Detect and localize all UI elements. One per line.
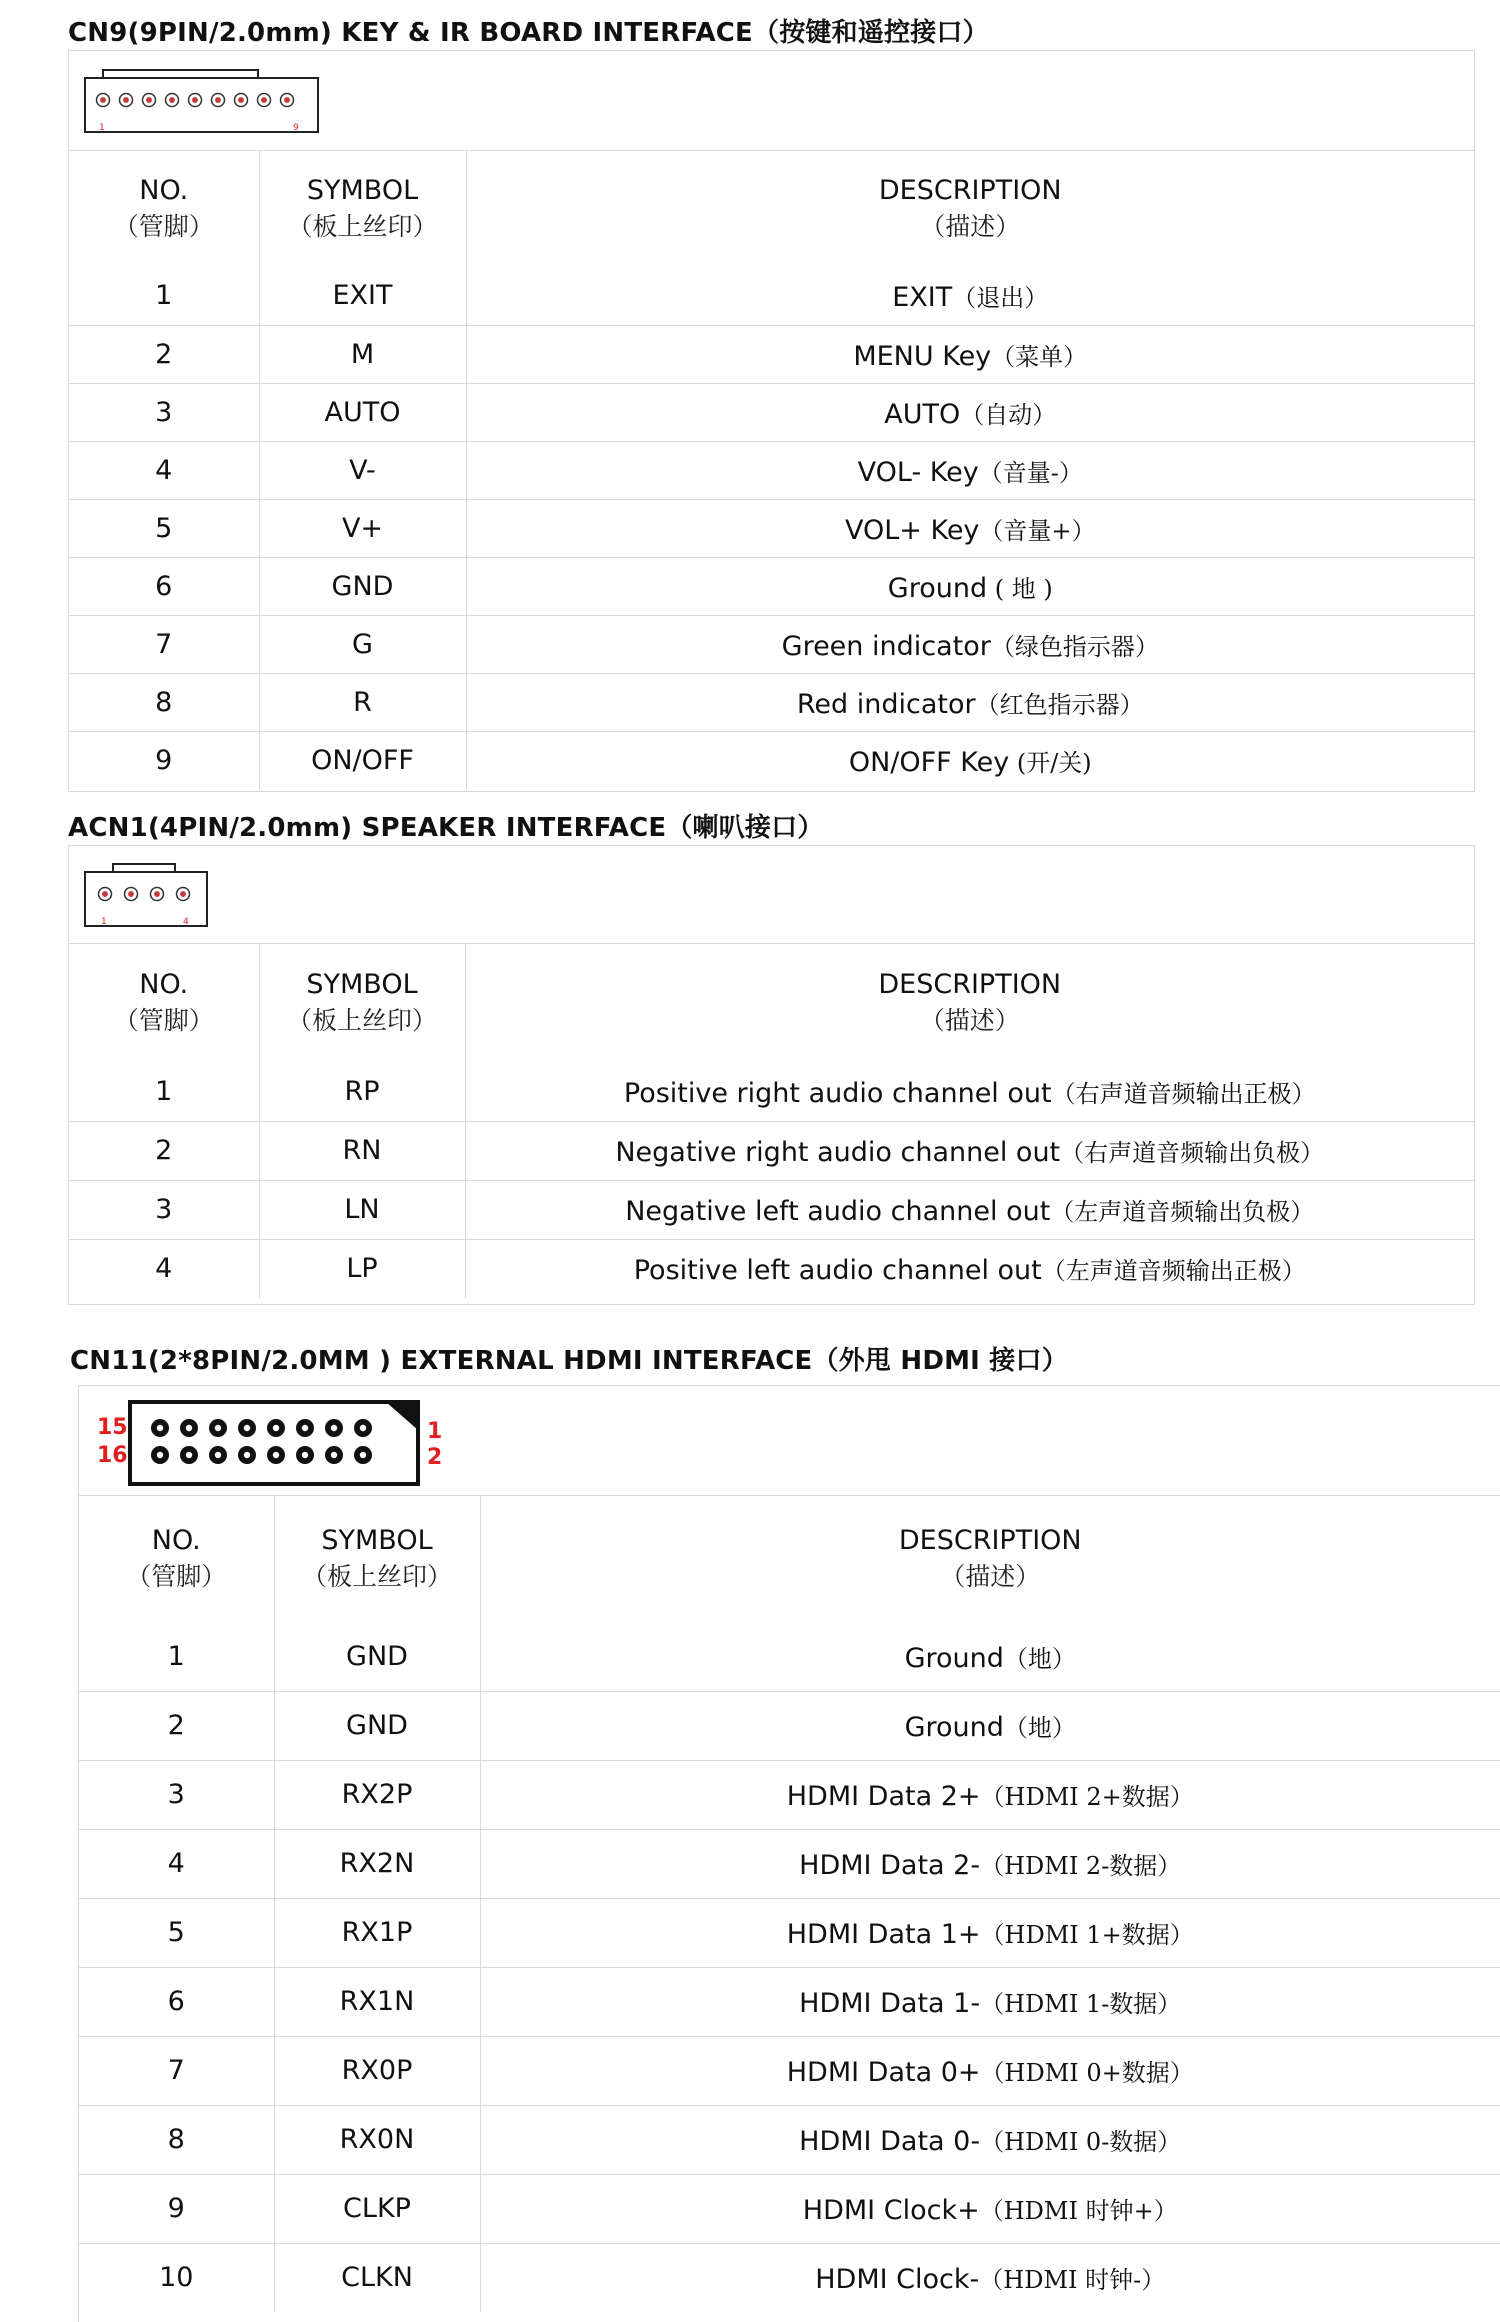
table-row: [79, 2243, 1500, 2312]
pin-description: HDMI Data 1-: [799, 1988, 981, 2019]
pin-description-cell: [466, 731, 1474, 789]
description-header: DESCRIPTION: [878, 175, 1062, 206]
pin-symbol: RX1P: [341, 1917, 413, 1948]
pin-description-cell: [466, 267, 1474, 325]
no-header-zh: （管脚）: [113, 212, 214, 241]
connector-pin-center: [215, 1425, 221, 1431]
pin-number-cell: [69, 673, 259, 731]
pin-description-zh: （音量+）: [979, 516, 1096, 545]
pin-number: 5: [155, 512, 173, 544]
pin-number: 6: [167, 1986, 185, 2017]
pin-number-cell: [79, 1691, 274, 1760]
connector-pin-center: [157, 1425, 163, 1431]
pin-number: 9: [155, 744, 173, 776]
acn1-connector-row: [69, 846, 1474, 944]
pin-description-zh: （HDMI 时钟-）: [979, 2266, 1166, 2295]
pin-number-cell: [79, 2036, 274, 2105]
pin-symbol-cell: [259, 731, 466, 789]
pin-number-cell: [69, 499, 259, 557]
pin-number-cell: [79, 1898, 274, 1967]
pin-description-zh: （退出）: [952, 284, 1049, 313]
pin-description: Ground: [887, 572, 988, 604]
cn11-pin-16-label: 16: [97, 1443, 128, 1468]
pin-description-zh: （地）: [1003, 1714, 1076, 1742]
pin-symbol-cell: [259, 615, 466, 673]
pin-description: Positive left audio channel out: [633, 1255, 1042, 1287]
pin-description: HDMI Data 0+: [786, 2057, 981, 2088]
pin-description: Red indicator: [796, 688, 976, 720]
pin-description-cell: [465, 1121, 1474, 1180]
pin-description-zh: （地）: [1003, 1644, 1076, 1673]
pin-description-cell: [466, 325, 1474, 383]
pin-symbol-cell: [259, 673, 466, 731]
pin-number: 2: [155, 338, 173, 370]
acn1-table: [68, 845, 1475, 1305]
table-row: [69, 1239, 1474, 1298]
table-row: [79, 1622, 1500, 1691]
pin-number-cell: [69, 615, 259, 673]
pin-number: 5: [167, 1917, 185, 1948]
pin-symbol: CLKP: [343, 2193, 411, 2224]
pin-symbol-cell: [259, 1180, 465, 1239]
cn9-title: CN9(9PIN/2.0mm) KEY & IR BOARD INTERFACE（按键和遥控接口）: [68, 18, 989, 48]
pin-number: 6: [155, 570, 173, 602]
pin-symbol-cell: [259, 1121, 465, 1180]
acn1-pin-first-label: 1: [101, 917, 107, 927]
pin-number: 4: [155, 1253, 173, 1285]
pin-symbol-cell: [274, 1760, 480, 1829]
pin-description-zh: （右声道音频输出正极）: [1051, 1079, 1316, 1108]
cn11-table: [78, 1385, 1500, 2322]
pin-number-cell: [69, 325, 259, 383]
pin-number: 10: [159, 2262, 194, 2294]
pin-description: Negative right audio channel out: [615, 1137, 1061, 1168]
pin-number-cell: [79, 2105, 274, 2174]
pin-description-zh: （右声道音频输出负极）: [1060, 1139, 1325, 1167]
connector-pin-dot: [154, 891, 160, 897]
pin-symbol-cell: [259, 499, 466, 557]
table-row: [69, 673, 1474, 731]
connector-pin-center: [273, 1425, 279, 1431]
pin-description: HDMI Data 1+: [786, 1919, 981, 1950]
pin-description-zh: （左声道音频输出正极）: [1041, 1257, 1306, 1286]
pin-number-cell: [69, 731, 259, 789]
table-header-row: [69, 944, 1474, 1062]
table-row: [69, 1121, 1474, 1180]
table-row: [69, 325, 1474, 383]
pin-number-cell: [79, 1760, 274, 1829]
pin-description-zh: （HDMI 0-数据）: [980, 2128, 1182, 2156]
pin-description: Negative left audio channel out: [625, 1196, 1051, 1227]
table-row: [69, 557, 1474, 615]
cn11-pin-15-label: 15: [97, 1415, 128, 1440]
pin-description-zh: （自动）: [960, 400, 1057, 429]
pin-description-cell: [466, 673, 1474, 731]
connector-pin-center: [244, 1452, 250, 1458]
connector-pin-center: [157, 1452, 163, 1458]
pin-symbol: RX1N: [339, 1986, 415, 2017]
pin-description-zh: （红色指示器）: [975, 690, 1144, 719]
connector-pin-dot: [180, 891, 186, 897]
pin-description-zh: （左声道音频输出负极）: [1050, 1198, 1315, 1226]
connector-pin-center: [215, 1452, 221, 1458]
pin-number-cell: [79, 2174, 274, 2243]
pin-number: 3: [167, 1779, 185, 1810]
cn9-pin-table: [69, 151, 1474, 789]
pin-description-zh: （HDMI 2+数据）: [980, 1783, 1194, 1811]
pin-symbol-cell: [274, 1829, 480, 1898]
pin-description-zh: (开/关): [1009, 748, 1092, 777]
table-row: [79, 2036, 1500, 2105]
symbol-header: SYMBOL: [306, 175, 419, 206]
pin-description-cell: [480, 2243, 1500, 2312]
pin-number: 8: [155, 686, 173, 718]
pin-number: 7: [167, 2055, 185, 2086]
pin-description-zh: （音量-）: [978, 458, 1083, 487]
symbol-header: SYMBOL: [306, 969, 418, 1000]
pin-symbol: CLKN: [341, 2262, 413, 2294]
pin-description-cell: [466, 499, 1474, 557]
pin-number: 2: [155, 1135, 173, 1166]
pin-description-cell: [480, 1622, 1500, 1691]
symbol-header-zh: （板上丝印）: [301, 1562, 452, 1591]
pin-symbol-cell: [274, 2036, 480, 2105]
connector-pin-center: [331, 1425, 337, 1431]
pin-symbol: M: [350, 338, 375, 370]
pin-number-cell: [79, 2243, 274, 2312]
pin-description-zh: （HDMI 2-数据）: [980, 1852, 1182, 1880]
pin-description: VOL- Key: [857, 456, 979, 488]
pin-number-cell: [69, 267, 259, 325]
no-header: NO.: [151, 1525, 201, 1556]
pin-symbol: LP: [346, 1253, 378, 1285]
cn11-connector-row: [79, 1386, 1500, 1496]
table-row: [79, 1829, 1500, 1898]
description-header: DESCRIPTION: [898, 1525, 1082, 1556]
pin-symbol: RX2N: [339, 1848, 415, 1879]
pin-number-cell: [69, 1180, 259, 1239]
symbol-header-zh: （板上丝印）: [287, 212, 438, 241]
pin-number: 7: [155, 628, 173, 660]
pin-description-zh: ( 地 ): [987, 574, 1053, 603]
pin-number-cell: [69, 557, 259, 615]
pin-number-cell: [69, 441, 259, 499]
pin-symbol: R: [353, 686, 372, 718]
pin-symbol-cell: [274, 1898, 480, 1967]
acn1-pin-last-label: 4: [183, 917, 189, 927]
pin-symbol-cell: [259, 557, 466, 615]
pin-symbol: V-: [349, 454, 376, 486]
acn1-title: ACN1(4PIN/2.0mm) SPEAKER INTERFACE（喇叭接口）: [68, 813, 824, 843]
pin-description-zh: （HDMI 1-数据）: [980, 1990, 1182, 2018]
pin-symbol-cell: [274, 2174, 480, 2243]
pin-number: 8: [167, 2124, 185, 2155]
table-row: [69, 267, 1474, 325]
pin-description-zh: （HDMI 0+数据）: [980, 2059, 1194, 2087]
table-row: [69, 615, 1474, 673]
description-header-zh: （描述）: [919, 1006, 1020, 1035]
pin-symbol: AUTO: [324, 396, 401, 428]
pin-symbol-cell: [259, 1062, 465, 1121]
acn1-pin-table: [69, 944, 1474, 1298]
pin-symbol: G: [352, 628, 373, 660]
pin-number: 2: [167, 1710, 185, 1741]
pin-symbol: V+: [341, 512, 384, 544]
pin-symbol: GND: [331, 570, 394, 602]
pin-description-cell: [480, 1898, 1500, 1967]
pin-number: 9: [167, 2193, 185, 2224]
pin-description-cell: [466, 441, 1474, 499]
pin-description: Green indicator: [781, 630, 991, 662]
pin-description-cell: [480, 2174, 1500, 2243]
pin-symbol-cell: [259, 1239, 465, 1298]
pin-symbol: GND: [346, 1710, 408, 1741]
connector-pin-dot: [215, 97, 221, 103]
pin-description-cell: [465, 1062, 1474, 1121]
pin-symbol: ON/OFF: [311, 744, 414, 776]
cn9-connector-diagram: [83, 66, 323, 136]
cn9-pin-last-label: 9: [293, 123, 299, 133]
pin-number-cell: [69, 1239, 259, 1298]
pin-description: VOL+ Key: [844, 514, 980, 546]
connector-pin-center: [273, 1452, 279, 1458]
pin-symbol-cell: [274, 1691, 480, 1760]
table-row: [79, 1898, 1500, 1967]
pin-description-zh: （菜单）: [991, 342, 1088, 371]
description-header-zh: （描述）: [920, 212, 1021, 241]
pin-description: Positive right audio channel out: [623, 1077, 1052, 1109]
table-row: [69, 1180, 1474, 1239]
table-row: [79, 1967, 1500, 2036]
description-header: DESCRIPTION: [878, 969, 1062, 1000]
table-row: [69, 383, 1474, 441]
connector-pin-dot: [100, 97, 106, 103]
pin-number-cell: [69, 383, 259, 441]
pin-symbol: LN: [344, 1194, 380, 1225]
acn1-connector-diagram: [83, 860, 213, 930]
pin-description-cell: [480, 1760, 1500, 1829]
pin-number-cell: [79, 1622, 274, 1691]
pin-symbol: RN: [342, 1135, 382, 1166]
table-row: [69, 1062, 1474, 1121]
connector-pin-center: [360, 1452, 366, 1458]
cn9-connector-row: [69, 51, 1474, 151]
cn11-pin-2-label: 2: [427, 1445, 443, 1470]
table-row: [69, 441, 1474, 499]
pin-number: 1: [155, 1075, 173, 1107]
pin-number-cell: [69, 1121, 259, 1180]
table-row: [69, 499, 1474, 557]
pin-description-cell: [466, 557, 1474, 615]
pin-number-cell: [69, 1062, 259, 1121]
connector-pin-dot: [238, 97, 244, 103]
cn11-pin-1-label: 1: [427, 1419, 443, 1444]
pin-description-cell: [466, 615, 1474, 673]
connector-pin-dot: [261, 97, 267, 103]
pin-number: 4: [167, 1848, 185, 1879]
connector-pin-center: [331, 1452, 337, 1458]
cn9-pin-first-label: 1: [99, 123, 105, 133]
pin-symbol: EXIT: [332, 280, 393, 312]
pin-description-cell: [480, 2036, 1500, 2105]
table-row: [79, 1760, 1500, 1829]
no-header: NO.: [139, 969, 189, 1000]
table-row: [79, 2105, 1500, 2174]
pin-description: HDMI Data 2-: [799, 1850, 981, 1881]
pin-description: MENU Key: [853, 340, 992, 372]
pin-symbol: RX0P: [341, 2055, 413, 2086]
connector-pin-center: [244, 1425, 250, 1431]
pin-description-cell: [480, 2105, 1500, 2174]
symbol-header-zh: （板上丝印）: [286, 1006, 437, 1035]
pin-number: 1: [167, 1640, 185, 1672]
cn9-table: [68, 50, 1475, 792]
pin-symbol-cell: [274, 2105, 480, 2174]
pin-description: HDMI Data 2+: [786, 1781, 981, 1812]
pin-description: AUTO: [884, 398, 961, 430]
pin-description-cell: [465, 1180, 1474, 1239]
pin-symbol-cell: [274, 1967, 480, 2036]
cn11-connector-diagram: [87, 1394, 447, 1494]
pin-description-zh: （绿色指示器）: [990, 632, 1159, 661]
pin-number: 3: [155, 1194, 173, 1225]
pin-symbol-cell: [259, 441, 466, 499]
no-header: NO.: [139, 175, 189, 206]
connector-pin-dot: [192, 97, 198, 103]
connector-pin-center: [186, 1425, 192, 1431]
pin-symbol-cell: [259, 325, 466, 383]
pin-description-cell: [480, 1691, 1500, 1760]
connector-pin-center: [302, 1425, 308, 1431]
pin-description: EXIT: [892, 282, 953, 314]
pin-description-zh: （HDMI 时钟+）: [979, 2197, 1178, 2225]
pin-description-cell: [480, 1829, 1500, 1898]
pin-symbol: RX2P: [341, 1779, 413, 1810]
connector-pin-dot: [102, 891, 108, 897]
connector-pin-dot: [123, 97, 129, 103]
connector-pin-dot: [128, 891, 134, 897]
pin-symbol-cell: [274, 2243, 480, 2312]
cn11-title: CN11(2*8PIN/2.0MM ) EXTERNAL HDMI INTERFACE（外甩 HDMI 接口）: [70, 1346, 1068, 1376]
pin-number: 4: [155, 454, 173, 486]
pin-description-cell: [465, 1239, 1474, 1298]
pin-number-cell: [79, 1829, 274, 1898]
table-header-row: [79, 1496, 1500, 1622]
pin-description-cell: [466, 383, 1474, 441]
symbol-header: SYMBOL: [321, 1525, 433, 1556]
pin-symbol: RX0N: [339, 2124, 415, 2155]
connector-pin-center: [302, 1452, 308, 1458]
pin-description: Ground: [904, 1642, 1004, 1674]
connector-pin-dot: [284, 97, 290, 103]
description-header-zh: （描述）: [940, 1562, 1041, 1591]
table-row: [79, 1691, 1500, 1760]
connector-pin-dot: [146, 97, 152, 103]
pin-number-cell: [79, 1967, 274, 2036]
table-header-row: [69, 151, 1474, 267]
pin-description: ON/OFF Key: [848, 746, 1010, 778]
pin-description: HDMI Clock-: [815, 2264, 980, 2296]
no-header-zh: （管脚）: [113, 1006, 214, 1035]
connector-pin-center: [360, 1425, 366, 1431]
connector-pin-center: [186, 1452, 192, 1458]
pin-description: Ground: [904, 1712, 1004, 1743]
no-header-zh: （管脚）: [126, 1562, 227, 1591]
pin-description: HDMI Clock+: [802, 2195, 980, 2226]
pin-symbol-cell: [274, 1622, 480, 1691]
pin-description-zh: （HDMI 1+数据）: [980, 1921, 1194, 1949]
cn11-pin-table: [79, 1496, 1500, 2312]
pin-number: 3: [155, 396, 173, 428]
table-row: [69, 731, 1474, 789]
pin-symbol: GND: [346, 1640, 408, 1672]
table-row: [79, 2174, 1500, 2243]
pin-symbol-cell: [259, 267, 466, 325]
connector-pin-dot: [169, 97, 175, 103]
pin-symbol-cell: [259, 383, 466, 441]
pin-description-cell: [480, 1967, 1500, 2036]
pin-description: HDMI Data 0-: [799, 2126, 981, 2157]
pin-symbol: RP: [344, 1075, 380, 1107]
pin-number: 1: [155, 280, 173, 312]
